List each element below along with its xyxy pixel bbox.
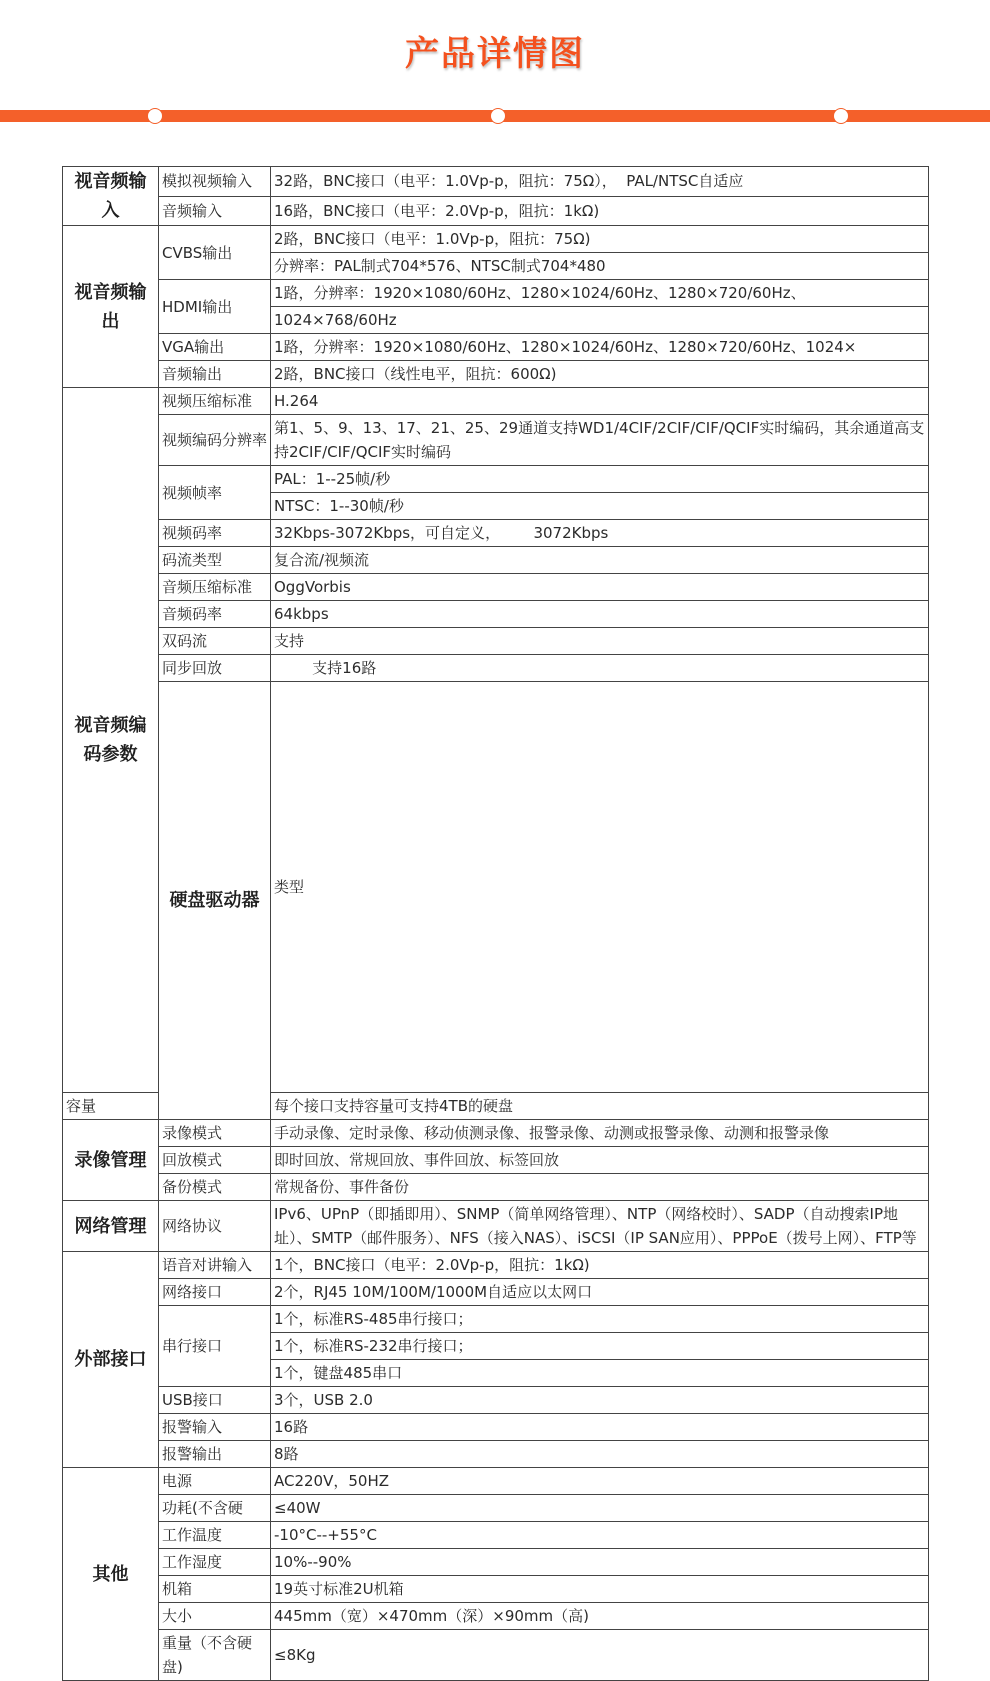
value-cell: AC220V，50HZ [271, 1468, 929, 1495]
table-row [63, 1495, 929, 1522]
value-cell: 8路 [271, 1441, 929, 1468]
subcategory-cell: CVBS输出 [159, 226, 271, 280]
table-row [63, 1522, 929, 1549]
subcategory-cell: 报警输入 [159, 1414, 271, 1441]
subcategory-cell: 串行接口 [159, 1306, 271, 1387]
table-row [63, 1549, 929, 1576]
subcategory-cell: 音频码率 [159, 601, 271, 628]
table-row [63, 1306, 929, 1333]
table-row [63, 1441, 929, 1468]
subcategory-cell: 重量（不含硬盘) [159, 1630, 271, 1681]
subcategory-cell: 语音对讲输入 [159, 1252, 271, 1279]
subcategory-cell: 模拟视频输入 [159, 167, 271, 197]
subcategory-cell: 音频输入 [159, 196, 271, 226]
subcategory-cell: 音频压缩标准 [159, 574, 271, 601]
subcategory-cell: 码流类型 [159, 547, 271, 574]
category-cell: 外部接口 [63, 1252, 159, 1468]
value-cell: 1个，键盘485串口 [271, 1360, 929, 1387]
subcategory-cell: 电源 [159, 1468, 271, 1495]
value-cell: 32Kbps-3072Kbps，可自定义， 3072Kbps [271, 520, 929, 547]
subcategory-cell: 网络接口 [159, 1279, 271, 1306]
subcategory-cell: 双码流 [159, 628, 271, 655]
subcategory-cell: USB接口 [159, 1387, 271, 1414]
value-cell: NTSC：1--30帧/秒 [271, 493, 929, 520]
subcategory-cell: 大小 [159, 1603, 271, 1630]
value-cell: 64kbps [271, 601, 929, 628]
value-cell: 1024×768/60Hz [271, 307, 929, 334]
category-cell: 硬盘驱动器 [159, 682, 271, 1120]
value-cell: 3个，USB 2.0 [271, 1387, 929, 1414]
subcategory-cell: 视频压缩标准 [159, 388, 271, 415]
table-row [63, 334, 929, 361]
subcategory-cell: 视频码率 [159, 520, 271, 547]
value-cell: 1路，分辨率：1920×1080/60Hz、1280×1024/60Hz、1280×720/60Hz、1024× [271, 334, 929, 361]
divider-dot [834, 109, 848, 123]
table-row [63, 1252, 929, 1279]
value-cell: 支持 [271, 628, 929, 655]
value-cell: OggVorbis [271, 574, 929, 601]
value-cell: 手动录像、定时录像、移动侦测录像、报警录像、动测或报警录像、动测和报警录像 [271, 1120, 929, 1147]
table-row [63, 1603, 929, 1630]
value-cell: 2个，RJ45 10M/100M/1000M自适应以太网口 [271, 1279, 929, 1306]
category-cell: 录像管理 [63, 1120, 159, 1201]
table-row [63, 1468, 929, 1495]
table-row [63, 196, 929, 226]
table-row [63, 1630, 929, 1681]
subcategory-cell: 容量 [63, 1093, 159, 1120]
table-row [63, 280, 929, 307]
subcategory-cell: 录像模式 [159, 1120, 271, 1147]
value-cell: PAL：1--25帧/秒 [271, 466, 929, 493]
value-cell: 每个接口支持容量可支持4TB的硬盘 [271, 1093, 929, 1120]
subcategory-cell: 回放模式 [159, 1147, 271, 1174]
table-row [63, 388, 929, 415]
subcategory-cell: 备份模式 [159, 1174, 271, 1201]
value-cell: 2路，BNC接口（线性电平，阻抗：600Ω) [271, 361, 929, 388]
value-cell: 1个，BNC接口（电平：2.0Vp-p，阻抗：1kΩ) [271, 1252, 929, 1279]
table-row [63, 1120, 929, 1147]
value-cell: 分辨率：PAL制式704*576、NTSC制式704*480 [271, 253, 929, 280]
table-row [63, 167, 929, 197]
value-cell: 第1、5、9、13、17、21、25、29通道支持WD1/4CIF/2CIF/CIF/QCIF实时编码，其余通道高支持2CIF/CIF/QCIF实时编码 [271, 415, 929, 466]
subcategory-cell: 工作湿度 [159, 1549, 271, 1576]
value-cell: 支持16路 [271, 655, 929, 682]
table-row [63, 226, 929, 253]
table-row [63, 1576, 929, 1603]
table-row [63, 1147, 929, 1174]
value-cell: H.264 [271, 388, 929, 415]
subcategory-cell: 工作温度 [159, 1522, 271, 1549]
value-cell: 16路 [271, 1414, 929, 1441]
value-cell: 2路，BNC接口（电平：1.0Vp-p，阻抗：75Ω) [271, 226, 929, 253]
table-row [63, 1414, 929, 1441]
table-row [63, 466, 929, 493]
value-cell: ≤8Kg [271, 1630, 929, 1681]
category-cell: 网络管理 [63, 1201, 159, 1252]
subcategory-cell: VGA输出 [159, 334, 271, 361]
table-row [63, 1201, 929, 1252]
table-row [63, 682, 929, 1093]
table-row [63, 1387, 929, 1414]
table-row [63, 628, 929, 655]
value-cell: 即时回放、常规回放、事件回放、标签回放 [271, 1147, 929, 1174]
value-cell: -10°C--+55°C [271, 1522, 929, 1549]
subcategory-cell: HDMI输出 [159, 280, 271, 334]
spec-table [62, 166, 929, 1681]
value-cell: 32路，BNC接口（电平：1.0Vp-p，阻抗：75Ω）， PAL/NTSC自适应 [271, 167, 929, 197]
value-cell: 10%--90% [271, 1549, 929, 1576]
divider-dot [148, 109, 162, 123]
value-cell: 1个，标准RS-232串行接口； [271, 1333, 929, 1360]
table-row [63, 361, 929, 388]
spec-table-body [63, 167, 929, 1681]
value-cell: 445mm（宽）×470mm（深）×90mm（高) [271, 1603, 929, 1630]
page-header [0, 0, 990, 150]
category-cell: 视音频编码参数 [63, 388, 159, 1093]
subcategory-cell: 音频输出 [159, 361, 271, 388]
subcategory-cell: 类型 [271, 682, 929, 1093]
table-row [63, 574, 929, 601]
table-row [63, 601, 929, 628]
subcategory-cell: 同步回放 [159, 655, 271, 682]
table-row [63, 655, 929, 682]
table-row [63, 547, 929, 574]
subcategory-cell: 报警输出 [159, 1441, 271, 1468]
value-cell: 19英寸标准2U机箱 [271, 1576, 929, 1603]
divider-dot [491, 109, 505, 123]
value-cell: 复合流/视频流 [271, 547, 929, 574]
value-cell: 1个，标准RS-485串行接口； [271, 1306, 929, 1333]
subcategory-cell: 视频编码分辨率 [159, 415, 271, 466]
value-cell: 1路，分辨率：1920×1080/60Hz、1280×1024/60Hz、1280×720/60Hz、 [271, 280, 929, 307]
category-cell: 视音频输入 [63, 167, 159, 226]
subcategory-cell: 功耗(不含硬 [159, 1495, 271, 1522]
subcategory-cell: 机箱 [159, 1576, 271, 1603]
category-cell: 视音频输出 [63, 226, 159, 388]
subcategory-cell: 网络协议 [159, 1201, 271, 1252]
subcategory-cell: 视频帧率 [159, 466, 271, 520]
value-cell: 常规备份、事件备份 [271, 1174, 929, 1201]
category-cell: 其他 [63, 1468, 159, 1681]
table-row [63, 1279, 929, 1306]
value-cell: 16路，BNC接口（电平：2.0Vp-p，阻抗：1kΩ) [271, 196, 929, 226]
table-row [63, 520, 929, 547]
value-cell: ≤40W [271, 1495, 929, 1522]
table-row [63, 415, 929, 466]
table-row [63, 1174, 929, 1201]
page-title: 产品详情图 [405, 34, 585, 74]
value-cell: IPv6、UPnP（即插即用）、SNMP（简单网络管理）、NTP（网络校时）、SADP（自动搜索IP地址）、SMTP（邮件服务）、NFS（接入NAS）、iSCSI（IP SAN应用）、PPPoE（拨号上网）、FTP等 [271, 1201, 929, 1252]
